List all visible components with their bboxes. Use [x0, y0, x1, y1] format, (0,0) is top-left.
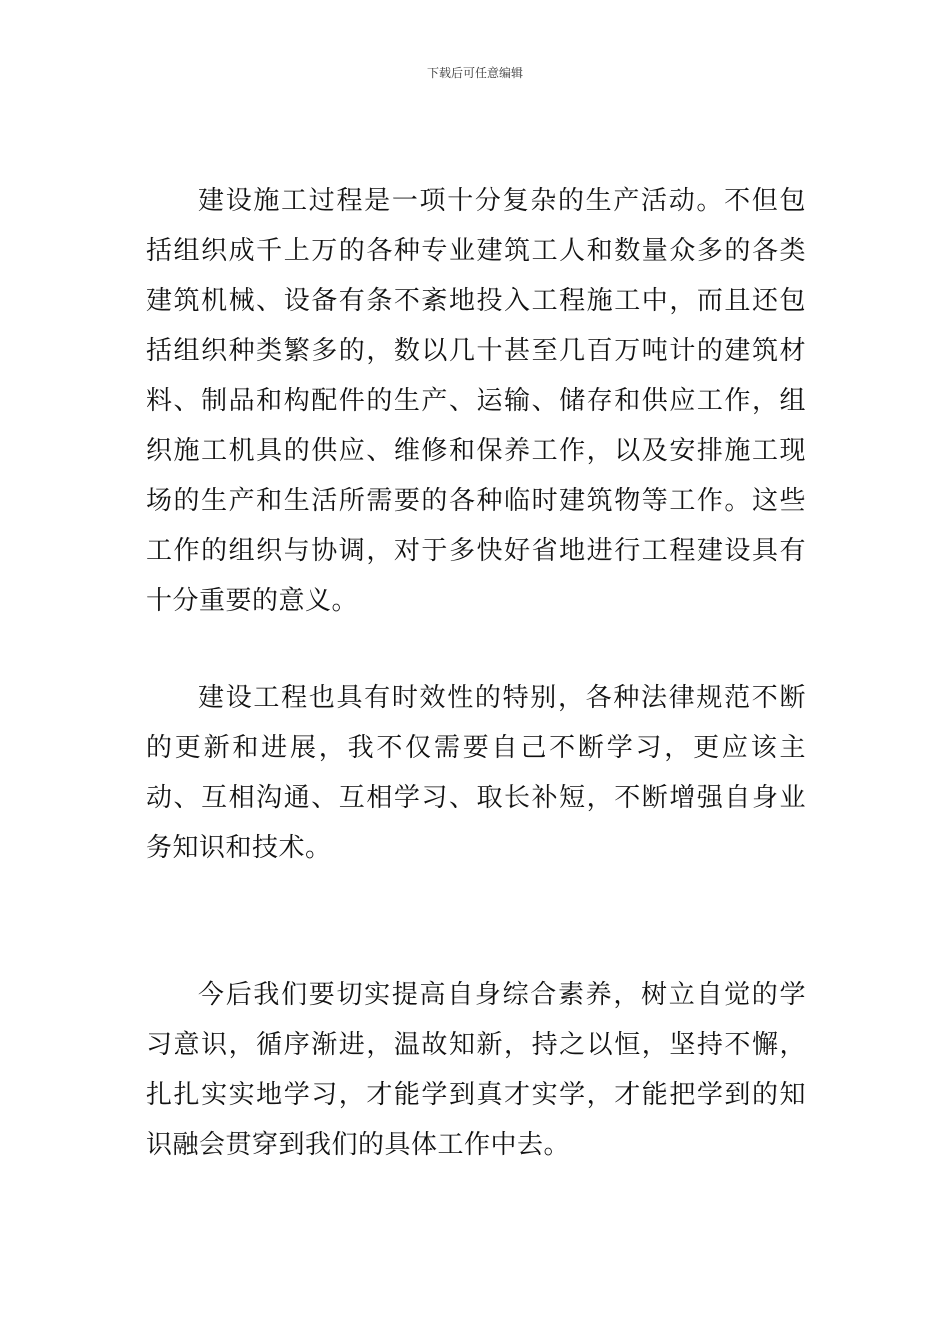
paragraph-timeliness: 建设工程也具有时效性的特别，各种法律规范不断的更新和进展，我不仅需要自己不断学习，更应该主动、互相沟通、互相学习、取长补短，不断增强自身业务知识和技术。 — [146, 683, 806, 863]
paragraph-construction-process: 建设施工过程是一项十分复杂的生产活动。不但包括组织成千上万的各种专业建筑工人和数量众多的各类建筑机械、设备有条不紊地投入工程施工中，而且还包括组织种类繁多的，数以几十甚至几百万吨计的建筑材料、制品和构配件的生产、运输、储存和供应工作，组织施工机具的供应、维修和保养工作，以及安排施工现场的生产和生活所需要的各种临时建筑物等工作。这些工作的组织与协调，对于多快好省地进行工程建设具有十分重要的意义。 — [146, 186, 806, 616]
paragraph-future-learning: 今后我们要切实提高自身综合素养，树立自觉的学习意识，循序渐进，温故知新，持之以恒，坚持不懈，扎扎实实地学习，才能学到真才实学，才能把学到的知识融会贯穿到我们的具体工作中去。 — [146, 980, 806, 1160]
page-header: 下载后可任意编辑 — [426, 66, 523, 80]
